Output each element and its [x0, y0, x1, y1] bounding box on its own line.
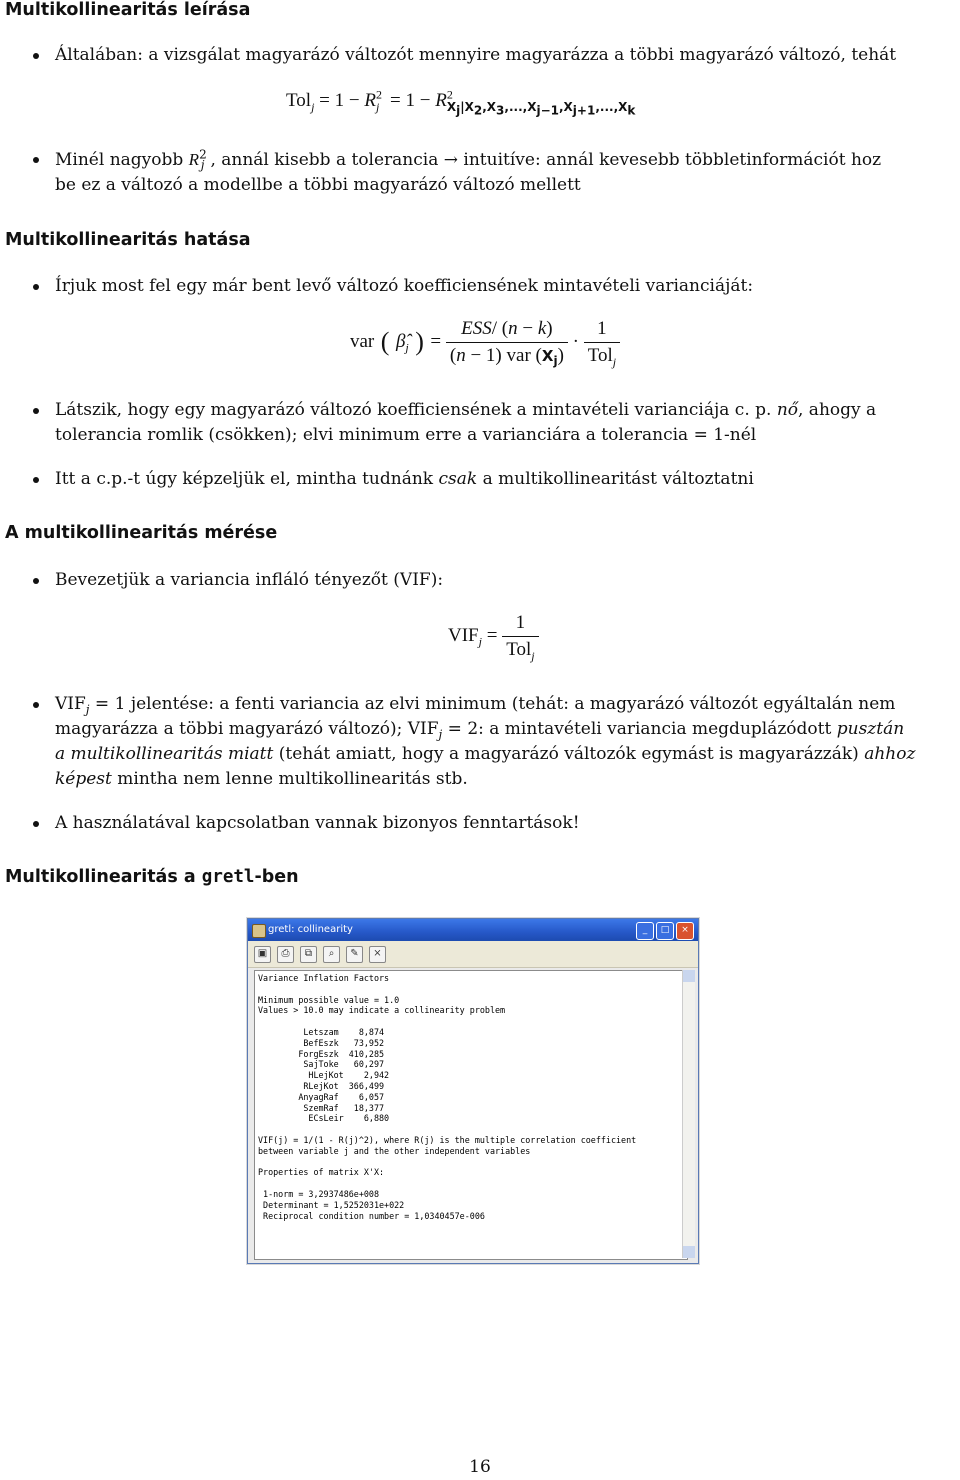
list-item — [55, 467, 958, 492]
list-item — [55, 568, 958, 593]
section-title-text: -ben — [254, 867, 299, 887]
section-title — [5, 865, 299, 890]
vif-equation: $VIF_j$ = $\frac{1}{Tol_j}$ — [448, 612, 539, 661]
print-icon[interactable]: ⎙ — [277, 946, 294, 963]
window-titlebar — [248, 919, 698, 941]
bullet-text: magyarázza a többi magyarázó változó); VIF — [55, 719, 439, 739]
bullet-text: Írjuk most fel egy már bent levő változó koefficiensének mintavételi varianciáját: — [55, 276, 754, 296]
close-icon[interactable]: × — [676, 922, 694, 940]
bullet-text: jelentése: a fenti variancia az elvi minimum (tehát: a magyarázó változót egyáltalán nem — [130, 694, 896, 714]
copy-icon[interactable]: ⧉ — [300, 946, 317, 963]
gretl-app-icon — [252, 924, 266, 938]
bullet-text: Minél nagyobb — [55, 150, 189, 170]
window-toolbar — [248, 941, 698, 968]
emphasis-text: ahhoz — [864, 744, 916, 764]
find-icon[interactable]: ⌕ — [323, 946, 340, 963]
output-text-area[interactable]: Variance Inflation Factors Minimum possible value = 1.0 Values > 10.0 may indicate a collinearity problem Letszam 8,874 BefEszk 73,952 ForgEszk 410,285 SajToke 60,297 HLejKot 2,942 RLejKot 366,499 AnyagRaf 6,057 SzemRaf 18,377 ECsLeir 6,880 VIF(j) = 1/(1 - R(j)^2), where R(j) is the multiple correlation coefficient between variable j and the other independent variables Properties of matrix X'X: 1-norm = 3,2937486e+008 Determinant = 1,5252031e+022 Reciprocal condition number = 1,0340457e-006 — [254, 970, 688, 1260]
bullet-text: Látszik, hogy egy magyarázó változó koefficiensének a mintavételi varianciája c. p. — [55, 400, 777, 420]
emphasis-text: nő — [776, 400, 798, 420]
emphasis-text: csak — [438, 469, 478, 489]
section-title: A multikollinearitás mérése — [5, 523, 278, 543]
maximize-icon[interactable]: □ — [656, 922, 674, 940]
emphasis-text: pusztán — [836, 719, 905, 739]
list-item: Minél nagyobb $R^2_j$ , annál kisebb a tolerancia → intuitíve: annál kevesebb többletinformációt hoz be ez a változó a modellbe a többi magyarázó változó mellett — [55, 147, 958, 198]
section-title-text: Multikollinearitás a — [5, 867, 202, 887]
list-item — [55, 811, 958, 836]
bullet-text: Itt a c.p.-t úgy képzeljük el, mintha tudnánk — [55, 469, 439, 489]
bullet-text: be ez a változó a modellbe a többi magyarázó változó mellett — [55, 175, 581, 195]
section-title-code: gretl — [201, 867, 255, 887]
bullet-text: , ahogy a — [798, 400, 877, 420]
bullet-text: Bevezetjük a variancia infláló tényezőt (VIF): — [55, 570, 444, 590]
bullet-text: tolerancia romlik (csökken); elvi minimum erre a varianciára a tolerancia = 1-nél — [55, 425, 757, 445]
minimize-icon[interactable]: _ — [636, 922, 654, 940]
list-item: $VIF_j = 1$ jelentése: a fenti variancia az elvi minimum (tehát: a magyarázó változót egyáltalán nem magyarázza a többi magyarázó változó); $VIF_j = 2$: a mintavételi variancia megduplázódott pusztán a multikollinearitás miatt (tehát amiatt, hogy a magyarázó változók egymást is magyarázzák) ahhoz képest mintha nem lenne multikollinearitás stb. — [55, 692, 958, 792]
edit-icon[interactable]: ✎ — [346, 946, 363, 963]
bullet-text: A használatával kapcsolatban vannak bizonyos fenntartások! — [55, 813, 580, 833]
page-number: 16 — [469, 1457, 491, 1477]
section-title: Multikollinearitás leírása — [5, 0, 251, 20]
list-item — [55, 274, 958, 299]
bullet-text: = 2: a mintavételi variancia megduplázódott — [447, 719, 837, 739]
bullet-text: Általában: a vizsgálat magyarázó változót mennyire magyarázza a többi magyarázó változó, tehát — [55, 45, 897, 65]
emphasis-text: képest — [55, 769, 112, 789]
emphasis-text: a multikollinearitás miatt — [55, 744, 274, 764]
list-item — [55, 398, 958, 448]
section-title: Multikollinearitás hatása — [5, 230, 251, 250]
save-icon[interactable]: ▣ — [254, 946, 271, 963]
bullet-text: (tehát amiatt, hogy a magyarázó változók egymást is magyarázzák) — [273, 744, 865, 764]
window-title: gretl: collinearity — [268, 924, 353, 935]
bullet-text: mintha nem lenne multikollinearitás stb. — [111, 769, 468, 789]
tolerance-equation: $Tol_j = 1 - R^2_j = 1 - R^2_{X_j|X_2,X_3,...,X_{j-1},X_{j+1},...,X_k}$ — [286, 87, 636, 118]
list-item — [55, 43, 958, 68]
variance-equation: var ( $\betâ_j$ ) = $\frac{\text{ESS/ (n − k)}}{(n - 1) var (X_j)}$ · $\frac{1}{Tol_j}$ — [350, 318, 620, 367]
close-doc-icon[interactable]: × — [369, 946, 386, 963]
bullet-text: a multikollinearitást változtatni — [477, 469, 754, 489]
bullet-text: , annál kisebb a tolerancia → intuitíve: annál kevesebb többletinformációt hoz — [210, 150, 882, 170]
gretl-window — [247, 918, 699, 1264]
vertical-scrollbar[interactable] — [682, 970, 695, 1258]
